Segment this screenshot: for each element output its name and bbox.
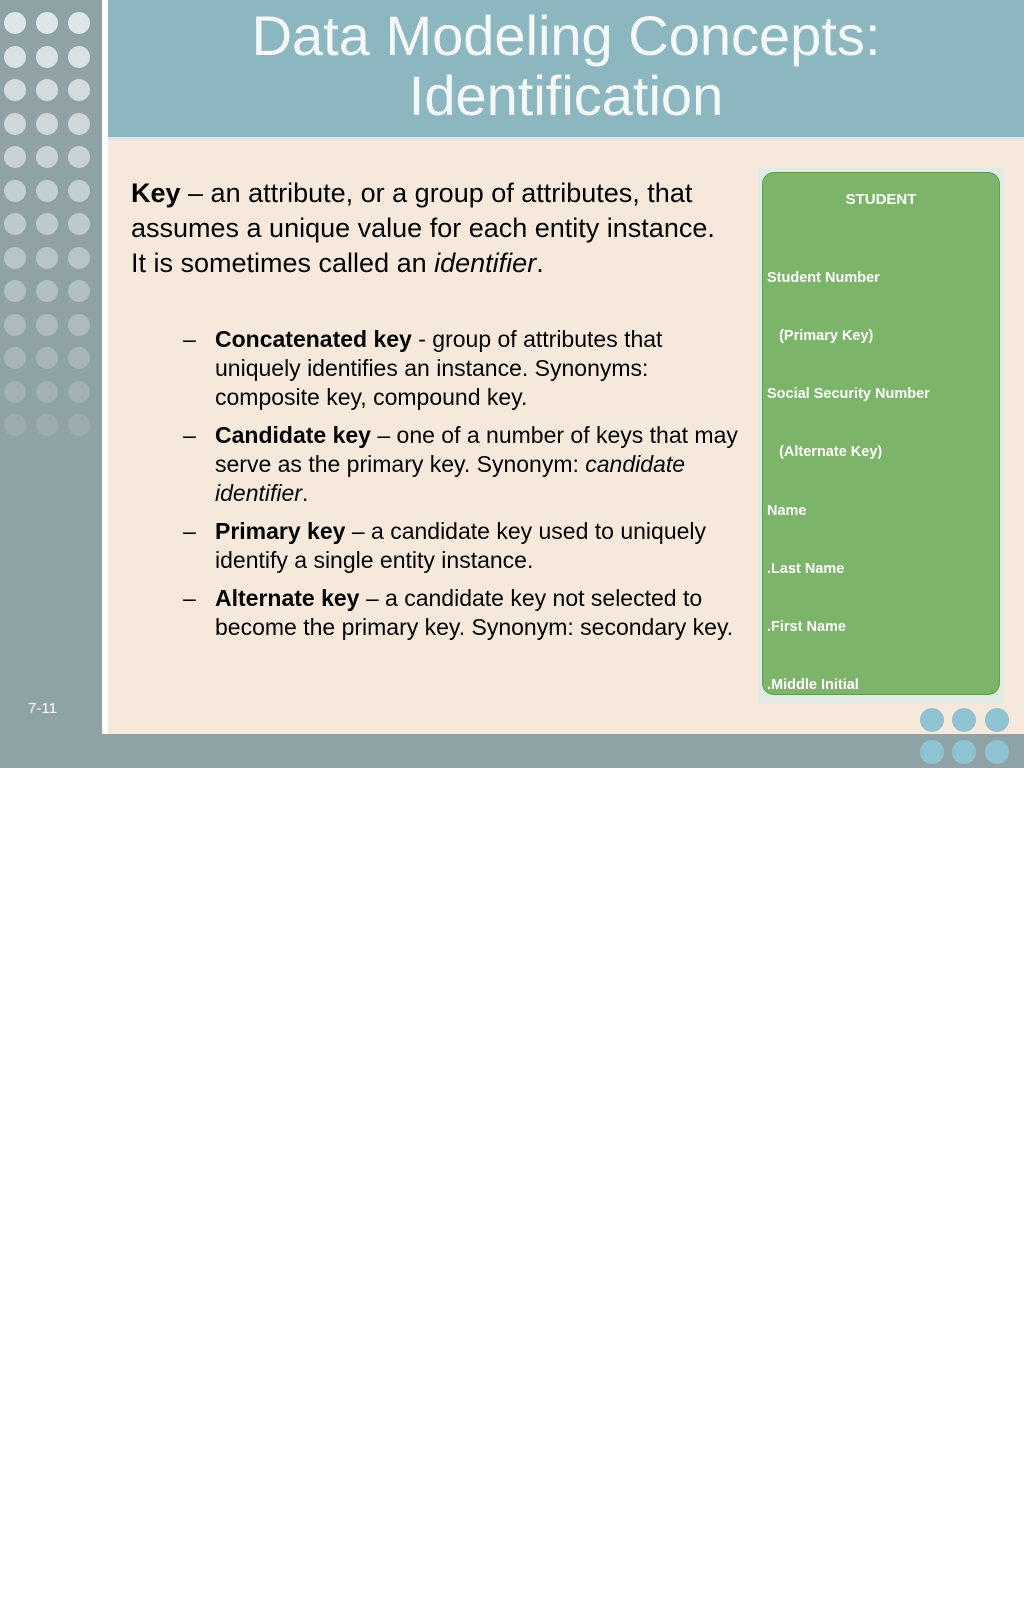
primary-key-term: Primary key (215, 518, 346, 544)
attribute-item: Race (Subsetting Criteria 2) (767, 1434, 958, 1451)
student-entity-diagram (762, 172, 1000, 1567)
attribute-item: Phone Number (767, 1084, 871, 1101)
decorative-dot (36, 79, 58, 101)
attribute-item: Major (Subsetting Criteria 3) (767, 1492, 962, 1509)
decorative-dot (36, 213, 58, 235)
candidate-key-period: . (301, 480, 309, 506)
list-item (183, 325, 743, 412)
concatenated-key-term: Concatenated key (215, 326, 412, 352)
list-item (183, 517, 743, 575)
decorative-dot (36, 113, 58, 135)
decorative-dot (36, 347, 58, 369)
decorative-dot (4, 180, 26, 202)
decorative-dot (36, 12, 58, 34)
decorative-dot (952, 740, 976, 764)
attribute-item: .First Name (767, 619, 846, 636)
identifier-term: identifier (434, 248, 537, 278)
slide-title (108, 0, 1024, 137)
decorative-dot (4, 381, 26, 403)
decorative-dot (952, 708, 976, 732)
decorative-dot (68, 247, 90, 269)
attribute-item: .Last Name (767, 560, 845, 577)
alternate-key-term: Alternate key (215, 585, 360, 611)
slide-number: 7-11 (28, 700, 57, 717)
decorative-dot (68, 146, 90, 168)
candidate-identifier-term: candidate identifier (215, 451, 686, 506)
decorative-dot (68, 12, 90, 34)
attribute-item: Grade Point Average (767, 1550, 910, 1567)
attribute-item: Date of Birth (767, 1317, 854, 1334)
dash-marker: – (183, 585, 196, 611)
decorative-dot (36, 414, 58, 436)
decorative-dot (36, 146, 58, 168)
list-item (183, 421, 743, 508)
decorative-dot (920, 708, 944, 732)
decorative-dot (68, 347, 90, 369)
entity-title: STUDENT (845, 191, 917, 208)
candidate-key-text: – one of a number of keys that may serve as the primary key. Synonym: (215, 422, 738, 477)
decorative-dot (68, 79, 90, 101)
dash-marker: – (183, 422, 196, 448)
primary-key-text: – a candidate key used to uniquely identify a single entity instance. (215, 518, 707, 573)
decorative-dot (68, 180, 90, 202)
decorative-dot (68, 414, 90, 436)
decorative-dot (68, 381, 90, 403)
concatenated-key-text: - group of attributes that uniquely identifies an instance. Synonyms: composite key, compound key. (215, 326, 663, 410)
decorative-dot (985, 708, 1009, 732)
key-definition (131, 176, 731, 281)
dash-marker: – (183, 326, 196, 352)
decorative-dot (4, 12, 26, 34)
attribute-item: .Middle Initial (767, 677, 859, 694)
decorative-dot (4, 247, 26, 269)
attribute-item: Social Security Number (767, 386, 930, 403)
decorative-dot (36, 280, 58, 302)
attribute-item: Name (767, 502, 807, 519)
slide-title-line-1: Data Modeling Concepts: (251, 4, 881, 67)
attribute-item: .City (767, 852, 799, 868)
attribute-item: Gender (Subsetting Criteria 1) (767, 1375, 974, 1392)
key-definition-text: – an attribute, or a group of attributes, that assumes a unique value for each entity instance. It is sometimes called an (131, 178, 715, 278)
dash-marker: – (183, 518, 196, 544)
slide-title-line-2: Identification (408, 64, 724, 127)
attribute-item: .Area Code (767, 1143, 844, 1160)
decorative-dot (36, 314, 58, 336)
decorative-dot (68, 113, 90, 135)
decorative-dot (68, 280, 90, 302)
bottom-bar (0, 734, 1024, 768)
decorative-dot (36, 247, 58, 269)
candidate-key-term: Candidate key (215, 422, 371, 448)
attribute-item: (Primary Key) (767, 328, 874, 345)
decorative-dot (68, 46, 90, 68)
alternate-key-text: – a candidate key not selected to become the primary key. Synonym: secondary key. (215, 585, 734, 640)
decorative-dot (36, 46, 58, 68)
attribute-item: .State or Province (767, 910, 891, 927)
decorative-dot (68, 213, 90, 235)
key-term: Key (131, 178, 181, 208)
attribute-item: .Number Within Exchange (767, 1259, 947, 1276)
attribute-item: .Exchange Number (767, 1201, 899, 1218)
decorative-dot (4, 79, 26, 101)
decorative-dot (36, 381, 58, 403)
decorative-dot (4, 213, 26, 235)
decorative-dot (36, 180, 58, 202)
attribute-list (767, 230, 973, 1608)
decorative-dot (4, 113, 26, 135)
key-type-list (183, 325, 743, 651)
decorative-dot (4, 347, 26, 369)
list-item (183, 584, 743, 642)
decorative-dot (68, 314, 90, 336)
attribute-item: .Street Address (767, 793, 874, 810)
decorative-dot (4, 280, 26, 302)
attribute-item: Student Number (767, 269, 880, 286)
decorative-dot (4, 314, 26, 336)
attribute-item: (Alternate Key) (767, 444, 883, 461)
decorative-dot (4, 414, 26, 436)
decorative-dot (4, 146, 26, 168)
decorative-dot (985, 740, 1009, 764)
definition-period: . (536, 248, 544, 278)
attribute-item: .Postal Code (767, 1026, 855, 1043)
attribute-item: .Country (767, 968, 827, 985)
decorative-dot (4, 46, 26, 68)
decorative-dot (920, 740, 944, 764)
